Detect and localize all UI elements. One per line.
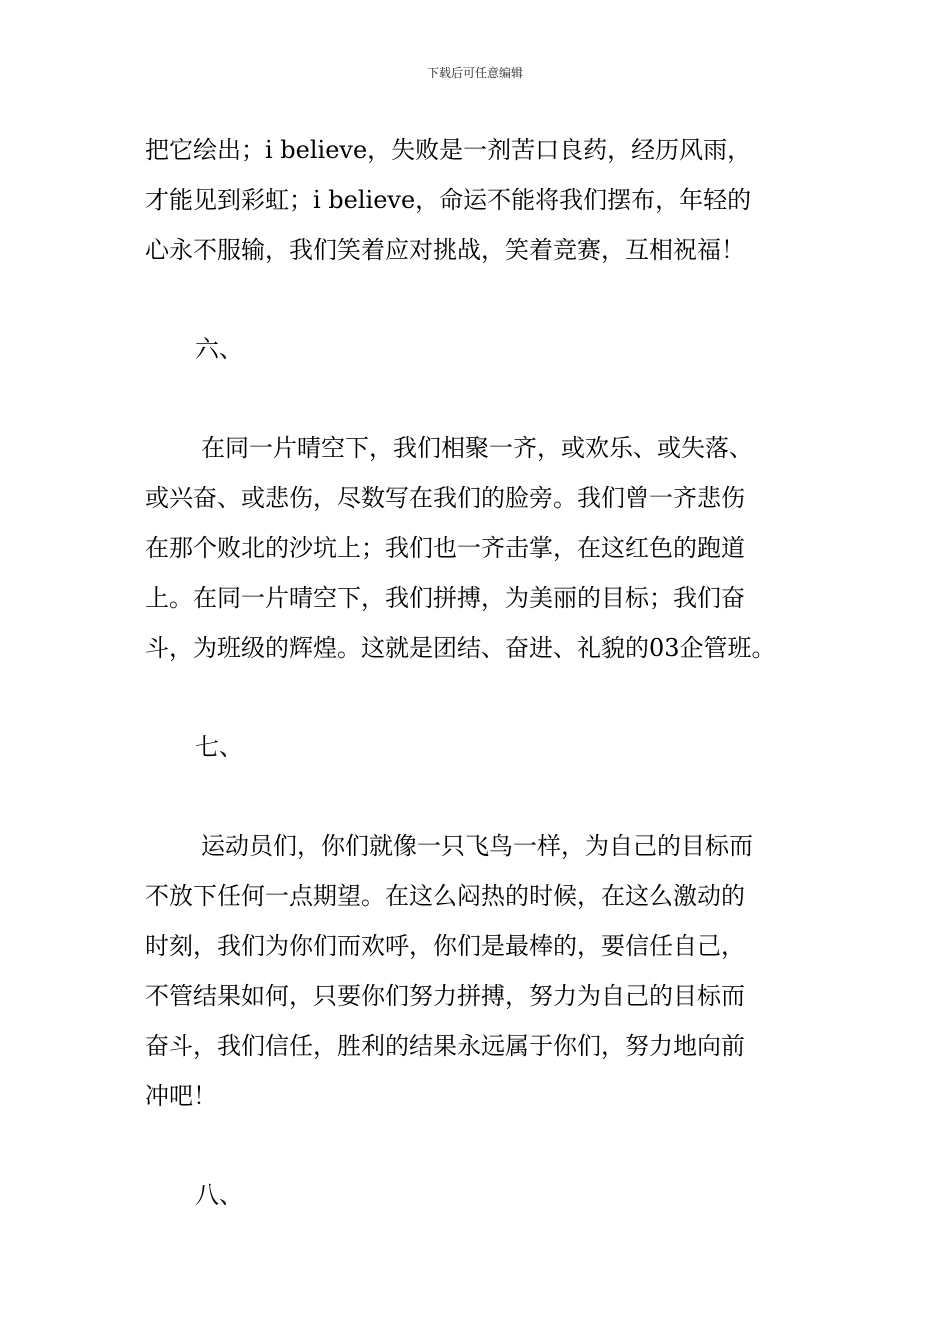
paragraph-line: 不放下任何一点期望。在这么闷热的时候，在这么激动的 [145,882,745,910]
page-header: 下载后可任意编辑 [426,66,523,80]
paragraph-line: 斗，为班级的辉煌。这就是团结、奋进、礼貌的03企管班。 [145,634,776,662]
paragraph-line: 才能见到彩虹；i believe，命运不能将我们摆布，年轻的 [145,186,752,214]
paragraph-line: 奋斗，我们信任，胜利的结果永远属于你们，努力地向前 [145,1032,745,1060]
paragraph-line: 上。在同一片晴空下，我们拼搏，为美丽的目标；我们奋 [145,584,745,612]
paragraph-line: 把它绘出；i believe，失败是一剂苦口良药，经历风雨， [145,136,752,164]
paragraph-line: 时刻，我们为你们而欢呼，你们是最棒的，要信任自己， [145,932,745,960]
section-heading-6: 六、 [195,335,243,363]
paragraph-line: 冲吧！ [145,1082,217,1110]
paragraph-line: 运动员们，你们就像一只飞鸟一样，为自己的目标而 [201,832,753,860]
paragraph-line: 在那个败北的沙坑上；我们也一齐击掌，在这红色的跑道 [145,534,745,562]
paragraph-line: 不管结果如何，只要你们努力拼搏，努力为自己的目标而 [145,982,745,1010]
paragraph-line: 或兴奋、或悲伤，尽数写在我们的脸旁。我们曾一齐悲伤 [145,484,745,512]
section-heading-7: 七、 [195,733,243,761]
paragraph-line: 在同一片晴空下，我们相聚一齐，或欢乐、或失落、 [201,434,753,462]
paragraph-line: 心永不服输，我们笑着应对挑战，笑着竞赛，互相祝福！ [145,236,745,264]
section-heading-8: 八、 [195,1181,243,1209]
